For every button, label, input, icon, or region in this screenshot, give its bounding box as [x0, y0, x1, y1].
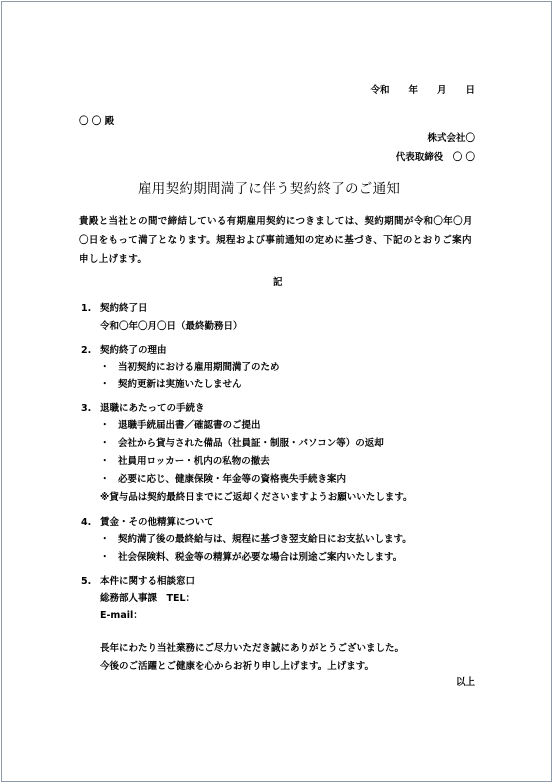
section-5-number: 5. — [81, 576, 92, 587]
closing-line-1: 長年にわたり当社業務にご尽力いただき誠にありがとうございました。 — [100, 643, 405, 654]
list-item — [100, 473, 346, 486]
list-item — [100, 437, 384, 450]
section-2-number: 2. — [81, 345, 92, 356]
section-4-heading: 賃金・その他精算について — [100, 517, 214, 528]
bullet-glyph: ・ — [100, 552, 110, 563]
bullet-glyph: ・ — [100, 438, 110, 449]
list-item — [100, 419, 261, 432]
section-1-heading: 契約終了日 — [100, 303, 148, 314]
sender-representative: 代表取締役 〇 〇 — [395, 152, 475, 163]
list-item — [100, 455, 270, 468]
bullet-glyph: ・ — [100, 379, 110, 390]
list-item-text: 必要に応じ、健康保険・年金等の資格喪失手続き案内 — [118, 474, 347, 485]
bullet-glyph: ・ — [100, 456, 110, 467]
intro-paragraph: 貴殿と当社との間で締結している有期雇用契約につきましては、契約期間が令和〇年〇月〇日をもって満了となります。規程および事前通知の定めに基づき、下記のとおりご案内申し上げます。 — [79, 216, 473, 265]
section-3-heading: 退職にあたっての手続き — [100, 403, 205, 414]
bullet-glyph: ・ — [100, 420, 110, 431]
list-item-text: 契約満了後の最終給与は、規程に基づき翌支給日にお支払いします。 — [118, 534, 412, 545]
section-1-line: 令和〇年〇月〇日（最終勤務日） — [100, 321, 243, 332]
closing-line-2: 今後のご活躍とご健康を心からお祈り申し上げます。上げます。 — [100, 661, 374, 672]
contact-email: E-mail： — [100, 610, 143, 621]
contact-department: 総務部人事課 TEL： — [100, 593, 196, 604]
bullet-glyph: ・ — [100, 474, 110, 485]
list-item-text: 社会保険料、税金等の精算が必要な場合は別途ご案内いたします。 — [118, 552, 403, 563]
list-item-text: 退職手続届出書／確認書のご提出 — [118, 420, 261, 431]
recipient-name: 〇 〇 殿 — [79, 116, 115, 127]
list-item — [100, 551, 402, 564]
section-3-note: ※貸与品は契約最終日までにご返却くださいますようお願いいたします。 — [100, 492, 413, 503]
document-date: 令和 年 月 日 — [370, 85, 475, 96]
list-item-text: 当初契約における雇用期間満了のため — [118, 362, 280, 373]
bullet-glyph: ・ — [100, 534, 110, 545]
section-3-number: 3. — [81, 403, 92, 414]
list-item — [100, 378, 242, 391]
section-2-heading: 契約終了の理由 — [100, 345, 167, 356]
list-item-text: 社員用ロッカー・机内の私物の撤去 — [118, 456, 270, 467]
section-4-number: 4. — [81, 517, 92, 528]
ijo-closing: 以上 — [455, 677, 475, 688]
list-item — [100, 361, 280, 374]
list-item-text: 契約更新は実施いたしません — [118, 379, 242, 390]
section-5-heading: 本件に関する相談窓口 — [100, 576, 196, 587]
sender-company: 株式会社〇 — [427, 133, 475, 144]
section-1-number: 1. — [81, 303, 92, 314]
page-title: 雇用契約期間満了に伴う契約終了のご通知 — [138, 181, 401, 197]
ki-heading: 記 — [273, 277, 283, 288]
list-item-text: 会社から貸与された備品（社員証・制服・パソコン等）の返却 — [118, 438, 384, 449]
document-page — [1, 1, 552, 782]
list-item — [100, 533, 412, 546]
bullet-glyph: ・ — [100, 362, 110, 373]
